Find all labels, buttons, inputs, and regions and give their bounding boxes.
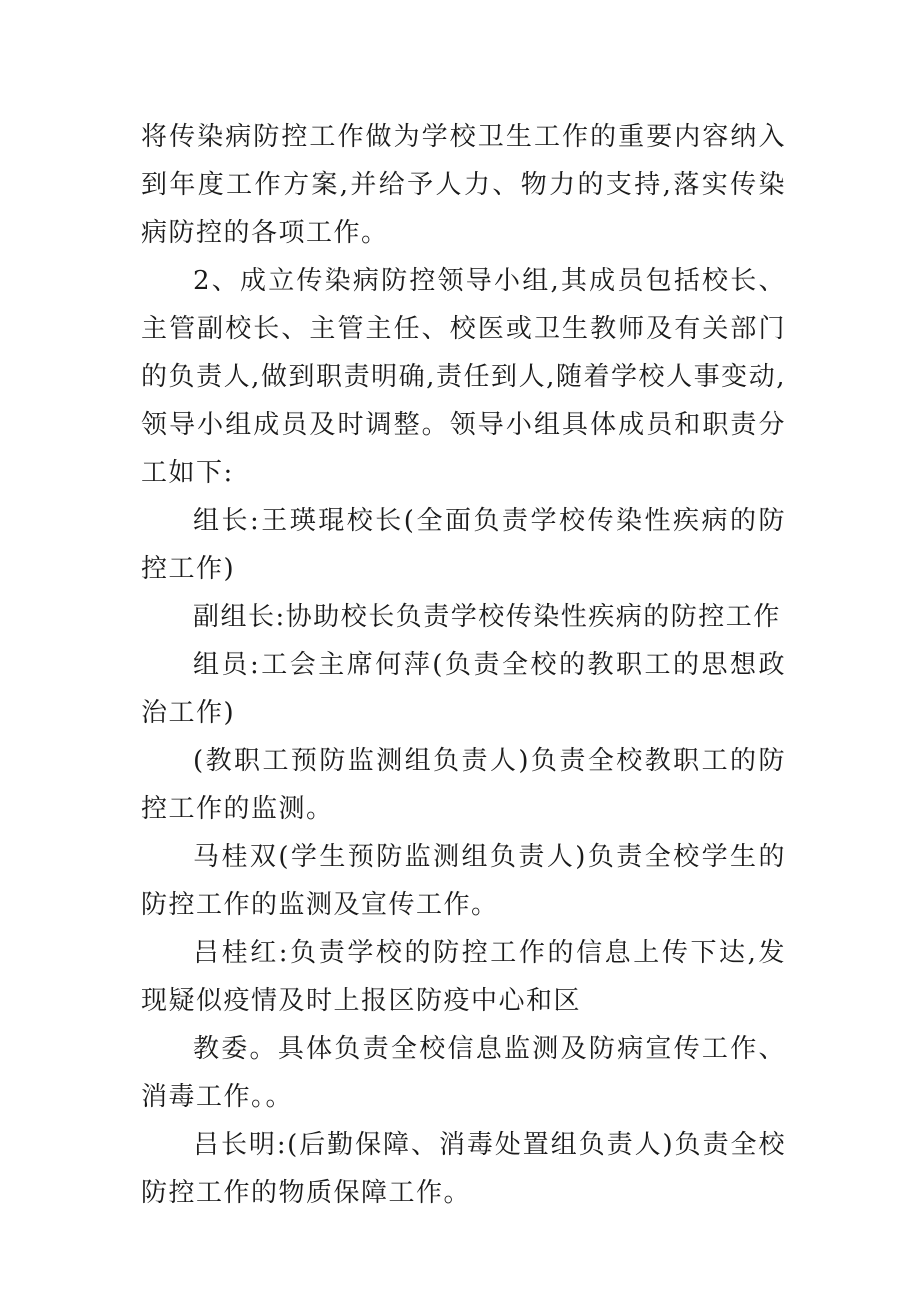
paragraph-10: 吕长明:(后勤保障、消毒处置组负责人)负责全校防控工作的物质保障工作。 (141, 1130, 786, 1208)
paragraph-8: 吕桂红:负责学校的防控工作的信息上传下达,发现疑似疫情及时上报区防疫中心和区 (141, 938, 786, 1016)
paragraph-3: 组长:王瑛琨校长(全面负责学校传染性疾病的防控工作) (141, 506, 786, 584)
paragraph-2: 2、成立传染病防控领导小组,其成员包括校长、主管副校长、主管主任、校医或卫生教师及有关部门的负责人,做到职责明确,责任到人,随着学校人事变动,领导小组成员及时调整。领导小组具体成员和职责分工如下: (141, 266, 786, 488)
paragraph-1: 将传染病防控工作做为学校卫生工作的重要内容纳入到年度工作方案,并给予人力、物力的支持,落实传染病防控的各项工作。 (141, 122, 786, 248)
paragraph-4: 副组长:协助校长负责学校传染性疾病的防控工作 (193, 602, 781, 632)
paragraph-5: 组员:工会主席何萍(负责全校的教职工的思想政治工作) (141, 650, 786, 728)
paragraph-6: (教职工预防监测组负责人)负责全校教职工的防控工作的监测。 (141, 746, 786, 824)
document-body (141, 113, 786, 1217)
paragraph-9: 教委。具体负责全校信息监测及防病宣传工作、消毒工作。。 (141, 1034, 786, 1112)
paragraph-7: 马桂双(学生预防监测组负责人)负责全校学生的防控工作的监测及宣传工作。 (141, 842, 786, 920)
